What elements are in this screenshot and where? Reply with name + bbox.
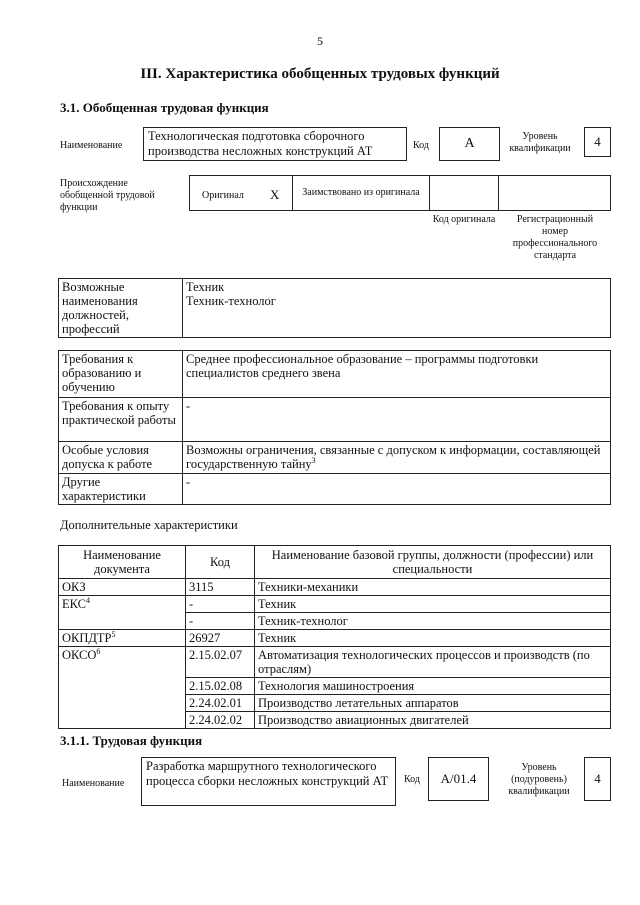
name-cell: Производство летательных аппаратов [255, 695, 611, 712]
tf-level-label: Уровень (подуровень) квалификации [508, 762, 570, 797]
table-row [59, 647, 611, 678]
col-doc-header: Наименование документа [59, 546, 186, 579]
gtf-origin-label: Происхождение обобщенной трудовой функции [60, 178, 155, 213]
original-cell [189, 175, 293, 211]
req-value: - [183, 398, 611, 442]
name-cell: Техники-механики [255, 579, 611, 596]
table-row [59, 579, 611, 596]
tf-level-value: 4 [584, 757, 611, 801]
doc-name: ОКСО [62, 648, 97, 662]
gtf-level-label: Уровень квалификации [509, 131, 571, 154]
requirements-table [58, 350, 611, 505]
req-value-text: Возможны ограничения, связанные с допуском к информации, составляющей государственную тайну [186, 443, 601, 471]
name-cell: Технология машиностроения [255, 678, 611, 695]
req-value: Среднее профессиональное образование – программы подготовки специалистов среднего звена [183, 351, 611, 398]
position-item: Техник-технолог [186, 294, 276, 308]
req-value [183, 442, 611, 474]
tf-title: 3.1.1. Трудовая функция [60, 733, 203, 748]
doc-cell: ОКЗ [59, 579, 186, 596]
col-name-header: Наименование базовой группы, должности (профессии) или специальности [255, 546, 611, 579]
name-cell: Производство авиационных двигателей [255, 712, 611, 729]
code-cell: - [186, 613, 255, 630]
doc-name: ЕКС [62, 597, 86, 611]
tf-name-value: Разработка маршрутного технологического процесса сборки несложных конструкций АТ [141, 757, 396, 806]
tf-code-value: А/01.4 [428, 757, 489, 801]
position-item: Техник [186, 280, 225, 294]
code-cell: 3115 [186, 579, 255, 596]
original-mark: Х [270, 187, 280, 202]
name-cell: Техник [255, 630, 611, 647]
code-cell: 2.15.02.08 [186, 678, 255, 695]
gtf-code-value: А [439, 127, 500, 161]
tf-name-label: Наименование [62, 778, 125, 789]
code-cell: 2.24.02.02 [186, 712, 255, 729]
name-cell: Техник [255, 596, 611, 613]
doc-cell [59, 596, 186, 630]
tf-code-label: Код [404, 774, 420, 785]
footnote-ref: 6 [96, 646, 101, 656]
code-cell: - [186, 596, 255, 613]
section-title: III. Характеристика обобщенных трудовых функций [140, 66, 500, 82]
col-code-header: Код [186, 546, 255, 579]
req-label: Другие характеристики [59, 474, 183, 505]
gtf-name-label: Наименование [60, 140, 123, 151]
reg-number-label: Регистрационный номер профессионального стандарта [512, 214, 598, 261]
code-original-cell [429, 175, 499, 211]
positions-value [183, 279, 611, 338]
code-cell: 2.24.02.01 [186, 695, 255, 712]
reg-number-cell [498, 175, 611, 211]
additional-table [58, 545, 611, 729]
code-cell: 2.15.02.07 [186, 647, 255, 678]
gtf-name-value: Технологическая подготовка сборочного производства несложных конструкций АТ [143, 127, 407, 161]
gtf-title: 3.1. Обобщенная трудовая функция [60, 100, 269, 115]
gtf-level-value: 4 [584, 127, 611, 157]
positions-table [58, 278, 611, 338]
req-label: Особые условия допуска к работе [59, 442, 183, 474]
req-label: Требования к образованию и обучению [59, 351, 183, 398]
footnote-ref: 3 [311, 455, 316, 465]
positions-label: Возможные наименования должностей, профессий [59, 279, 183, 338]
footnote-ref: 4 [86, 595, 90, 605]
gtf-code-label: Код [413, 140, 429, 151]
req-value: - [183, 474, 611, 505]
page-number: 5 [317, 34, 323, 48]
table-row [59, 596, 611, 613]
name-cell: Автоматизация технологических процессов и производств (по отраслям) [255, 647, 611, 678]
doc-cell [59, 630, 186, 647]
additional-title: Дополнительные характеристики [60, 518, 238, 532]
code-original-label: Код оригинала [432, 214, 496, 225]
original-label: Оригинал [202, 190, 244, 201]
req-label: Требования к опыту практической работы [59, 398, 183, 442]
footnote-ref: 5 [111, 629, 116, 639]
name-cell: Техник-технолог [255, 613, 611, 630]
borrowed-cell: Заимствовано из оригинала [292, 175, 430, 211]
code-cell: 26927 [186, 630, 255, 647]
table-row [59, 630, 611, 647]
doc-cell [59, 647, 186, 729]
doc-name: ОКПДТР [62, 631, 112, 645]
